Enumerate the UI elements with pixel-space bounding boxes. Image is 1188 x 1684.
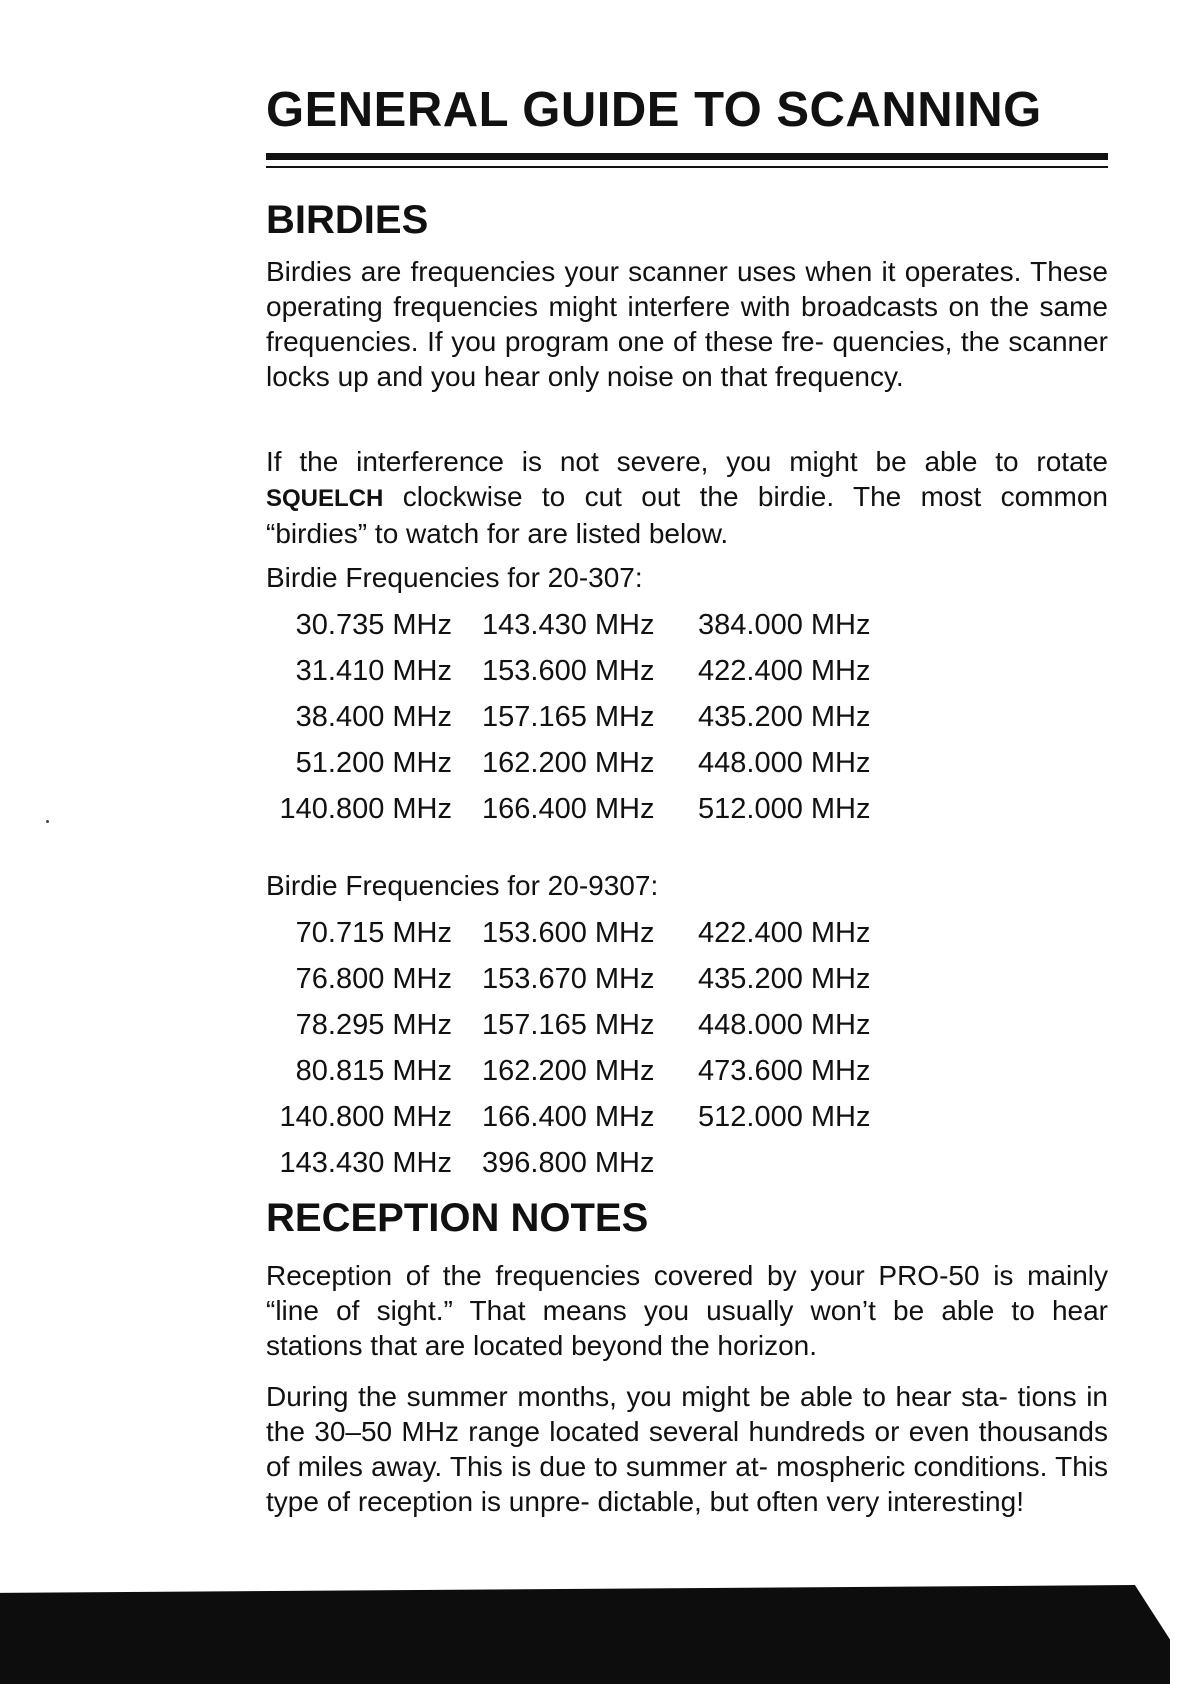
frequency-row [266, 602, 871, 648]
frequency-cell: 153.670 MHz [482, 962, 655, 995]
frequency-cell [698, 1140, 871, 1186]
frequency-row [266, 694, 871, 740]
title-rule-thin [266, 166, 1108, 168]
frequency-cell: 473.600 MHz [698, 1054, 871, 1087]
frequency-row [266, 1140, 871, 1186]
birdies-heading: BIRDIES [266, 198, 429, 242]
frequency-cell: 31.410 MHz [295, 654, 452, 687]
frequency-cell: 448.000 MHz [698, 746, 871, 779]
birdie-table-20-307 [266, 602, 871, 832]
frequency-cell: 80.815 MHz [295, 1054, 452, 1087]
frequency-row [266, 1094, 871, 1140]
frequency-cell: 51.200 MHz [295, 746, 452, 779]
frequency-cell: 512.000 MHz [698, 792, 871, 825]
frequency-cell: 153.600 MHz [482, 916, 655, 949]
birdie-list-label-20-9307: Birdie Frequencies for 20-9307: [266, 870, 659, 901]
page-edge-bar [0, 1585, 1170, 1684]
frequency-row [266, 956, 871, 1002]
frequency-cell: 435.200 MHz [698, 962, 871, 995]
para2-text-pre: If the interference is not severe, you might be able to rotate [266, 446, 1108, 477]
birdies-paragraph-2 [266, 444, 1108, 551]
birdie-table-20-9307 [266, 910, 871, 1186]
reception-notes-heading: RECEPTION NOTES [266, 1196, 649, 1240]
frequency-cell: 422.400 MHz [698, 916, 871, 949]
frequency-row [266, 910, 871, 956]
frequency-cell: 30.735 MHz [295, 608, 452, 641]
frequency-cell: 153.600 MHz [482, 654, 655, 687]
birdies-paragraph-1: Birdies are frequencies your scanner uses when it operates. These operating frequencies might interfere with broadcasts on the same frequencies. If you program one of these fre- quencies, the scanner locks up and you hear only noise on that frequency. [266, 256, 1108, 392]
frequency-cell: 396.800 MHz [482, 1146, 655, 1179]
title-rule-thick [266, 153, 1108, 160]
frequency-row [266, 786, 871, 832]
frequency-row [266, 648, 871, 694]
reception-paragraph-2: During the summer months, you might be able to hear sta- tions in the 30–50 MHz range located several hundreds or even thousands of miles away. This is due to summer at- mospheric conditions. This type of reception is unpre- dictable, but often very interesting! [266, 1381, 1108, 1517]
frequency-cell: 76.800 MHz [295, 962, 452, 995]
para2-text-post: clockwise to cut out the birdie. The most common “birdies” to watch for are listed below. [266, 481, 1109, 549]
frequency-cell: 78.295 MHz [295, 1008, 452, 1041]
frequency-cell: 143.430 MHz [482, 608, 655, 641]
frequency-cell: 162.200 MHz [482, 1054, 655, 1087]
frequency-cell: 384.000 MHz [698, 608, 871, 641]
frequency-cell: 157.165 MHz [482, 700, 655, 733]
frequency-cell: 162.200 MHz [482, 746, 655, 779]
frequency-row [266, 740, 871, 786]
birdie-list-label-20-307: Birdie Frequencies for 20-307: [266, 562, 643, 593]
frequency-cell: 166.400 MHz [482, 1100, 655, 1133]
frequency-cell: 70.715 MHz [295, 916, 452, 949]
frequency-cell: 38.400 MHz [295, 700, 452, 733]
frequency-cell: 512.000 MHz [698, 1100, 871, 1133]
page-title: GENERAL GUIDE TO SCANNING [266, 83, 1042, 137]
frequency-row [266, 1002, 871, 1048]
frequency-cell: 143.430 MHz [279, 1146, 452, 1179]
scan-speck [46, 820, 49, 823]
frequency-row [266, 1048, 871, 1094]
squelch-control-name: SQUELCH [266, 485, 384, 512]
frequency-cell: 166.400 MHz [482, 792, 655, 825]
frequency-cell: 157.165 MHz [482, 1008, 655, 1041]
frequency-cell: 448.000 MHz [698, 1008, 871, 1041]
frequency-cell: 140.800 MHz [279, 1100, 452, 1133]
frequency-cell: 422.400 MHz [698, 654, 871, 687]
frequency-cell: 435.200 MHz [698, 700, 871, 733]
frequency-cell: 140.800 MHz [279, 792, 452, 825]
reception-paragraph-1: Reception of the frequencies covered by your PRO-50 is mainly “line of sight.” That means you usually won’t be able to hear stations that are located beyond the horizon. [266, 1260, 1108, 1361]
